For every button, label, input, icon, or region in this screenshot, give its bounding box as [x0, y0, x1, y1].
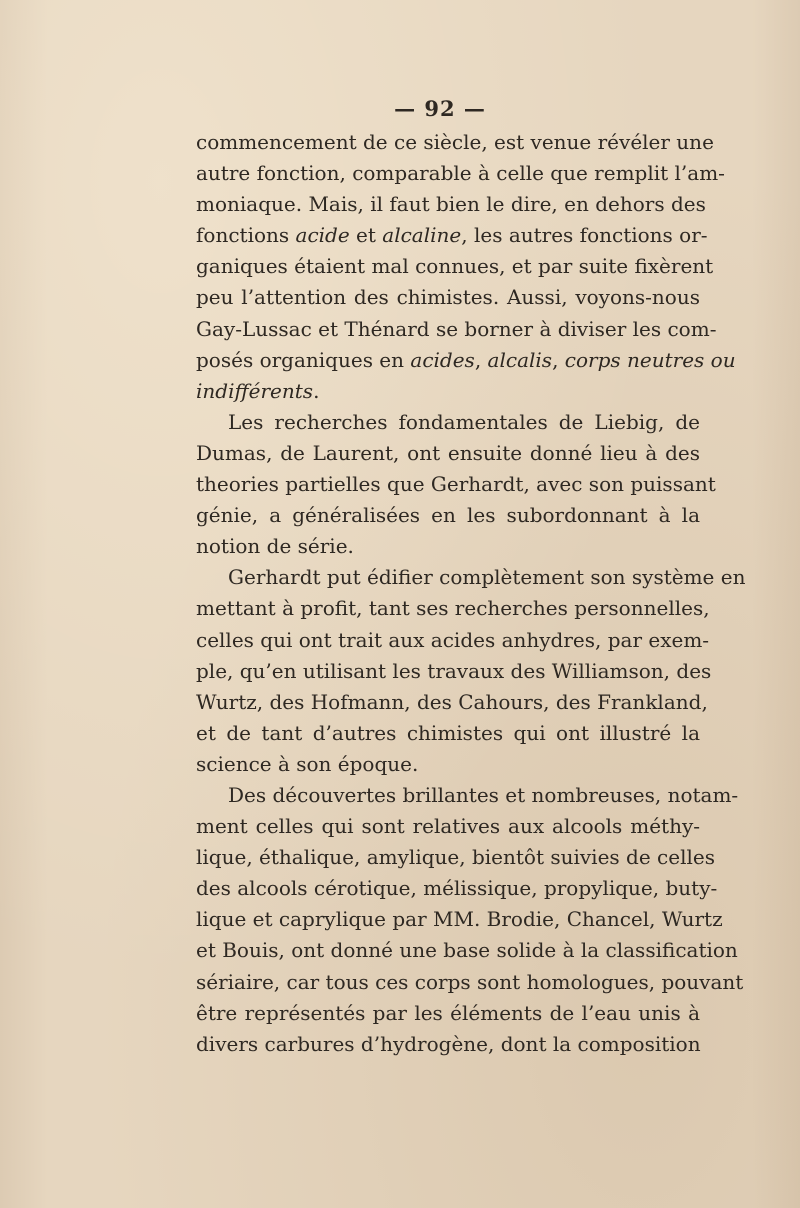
text-segment: et Bouis, ont donné une base solide à la classification: [196, 938, 738, 963]
text-line: [196, 593, 710, 624]
text-segment: génie, a généralisées en les subordonnant à la: [196, 503, 700, 528]
text-segment: ganiques étaient mal connues, et par suite fixèrent: [196, 254, 714, 279]
text-segment: mettant à profit, tant ses recherches personnelles,: [196, 596, 710, 621]
text-segment: divers carbures d’hydrogène, dont la composition: [196, 1031, 701, 1056]
text-segment: être représentés par les éléments de l’eau unis à: [196, 1000, 700, 1025]
text-segment: .: [313, 378, 320, 403]
text-segment: ment celles qui sont relatives aux alcools méthy-: [196, 814, 700, 839]
text-line: [196, 656, 712, 687]
text-line: [196, 935, 738, 966]
italic-segment: acides: [410, 347, 475, 372]
text-segment: commencement de ce siècle, est venue révéler une: [196, 130, 714, 154]
text-segment: fonctions: [196, 223, 296, 248]
text-line: [196, 811, 700, 842]
text-segment: des alcools cérotique, mélissique, propylique, buty-: [196, 876, 718, 901]
text-line: [196, 220, 708, 251]
text-line: [196, 1029, 700, 1060]
italic-segment: corps neutres ou: [564, 347, 736, 372]
text-segment: autre fonction, comparable à celle que remplit l’am-: [196, 161, 725, 186]
italic-segment: alcaline: [382, 223, 462, 248]
italic-segment: indifférents: [196, 378, 314, 403]
text-line: [196, 749, 700, 780]
italic-segment: alcalis: [487, 347, 553, 372]
text-segment: Dumas, de Laurent, ont ensuite donné lieu à des: [196, 440, 700, 465]
text-segment: Des découvertes brillantes et nombreuses, notam-: [228, 782, 739, 807]
text-line: [196, 780, 739, 811]
text-segment: theories partielles que Gerhardt, avec son puissant: [196, 472, 716, 497]
text-segment: et de tant d’autres chimistes qui ont illustré la: [196, 720, 700, 745]
text-line: [196, 562, 746, 593]
text-line: [196, 345, 736, 376]
text-segment: et: [349, 223, 383, 248]
text-segment: ple, qu’en utilisant les travaux des Williamson, des: [196, 658, 712, 683]
text-segment: lique, éthalique, amylique, bientôt suivies de celles: [196, 845, 715, 870]
text-line: [196, 314, 717, 345]
text-segment: science à son époque.: [196, 751, 419, 776]
text-segment: Les recherches fondamentales de Liebig, de: [228, 409, 700, 434]
text-line: [196, 842, 715, 873]
text-segment: ,: [474, 347, 488, 372]
text-segment: Wurtz, des Hofmann, des Cahours, des Frankland,: [196, 689, 708, 714]
text-line: [196, 904, 723, 935]
page-number: — 92 —: [394, 96, 486, 121]
text-line: [196, 500, 700, 531]
text-line: [196, 967, 744, 998]
text-segment: sériaire, car tous ces corps sont homologues, pouvant: [196, 969, 744, 994]
text-segment: Gay-Lussac et Thénard se borner à diviser les com-: [196, 316, 717, 341]
text-line: [196, 438, 700, 469]
text-line: [196, 189, 706, 220]
text-line: [196, 469, 716, 500]
text-line: [196, 625, 710, 656]
text-line: [196, 376, 700, 407]
text-line: [196, 251, 714, 282]
text-line: [196, 282, 700, 313]
text-segment: Gerhardt put édifier complètement son système en: [228, 565, 746, 590]
text-segment: ,: [552, 347, 565, 372]
body-text: [196, 127, 746, 1060]
text-line: [196, 687, 708, 718]
text-segment: , les autres fonctions or-: [461, 223, 708, 248]
text-segment: peu l’attention des chimistes. Aussi, voyons-nous: [196, 285, 700, 310]
text-segment: notion de série.: [196, 534, 354, 559]
text-segment: moniaque. Mais, il faut bien le dire, en dehors des: [196, 192, 706, 217]
text-line: [196, 127, 714, 158]
text-segment: posés organiques en: [196, 347, 411, 372]
text-line: [196, 158, 725, 189]
text-line: [196, 531, 700, 562]
italic-segment: acide: [295, 223, 350, 248]
text-line: [196, 998, 700, 1029]
text-segment: celles qui ont trait aux acides anhydres, par exem-: [196, 627, 710, 652]
text-line: [196, 873, 718, 904]
text-line: [196, 407, 700, 438]
text-line: [196, 718, 700, 749]
text-segment: lique et caprylique par MM. Brodie, Chancel, Wurtz: [196, 907, 723, 932]
